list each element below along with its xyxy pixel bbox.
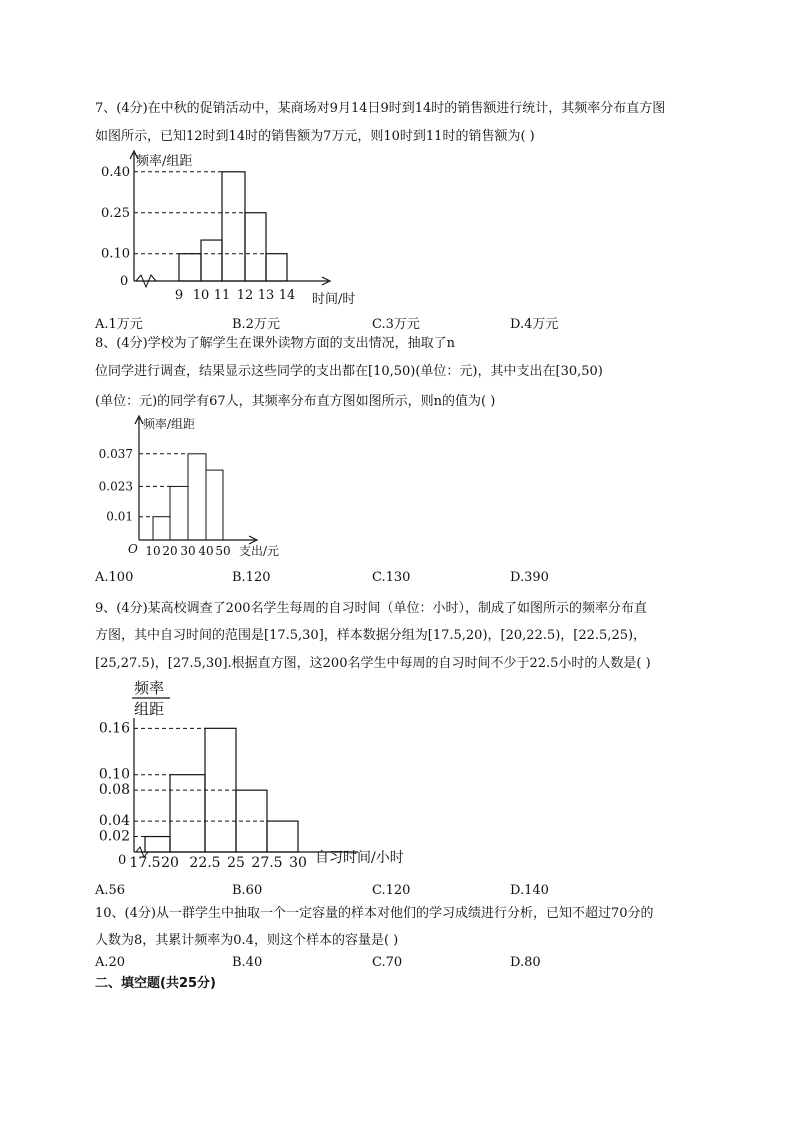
q9-ylabel-bottom: 组距 [134, 700, 165, 718]
q7-option-a[interactable]: A.1万元 [95, 317, 143, 332]
q9-option-a[interactable]: A.56 [95, 883, 126, 898]
q7-option-d[interactable]: D.4万元 [510, 317, 559, 332]
q8-option-c[interactable]: C.130 [372, 570, 411, 585]
q7-line1: 7、(4分)在中秋的促销活动中，某商场对9月14日9时到14时的销售额进行统计，其频率分布直方图 [95, 101, 666, 116]
histogram-bar [206, 470, 223, 540]
x-tick-label: 27.5 [251, 855, 283, 871]
y-tick-label: 0.01 [106, 509, 133, 524]
x-tick-label: 14 [278, 288, 296, 303]
histogram-bar [222, 172, 245, 281]
x-tick-label: 12 [236, 288, 254, 303]
q8-xlabel: 支出/元 [239, 544, 280, 558]
x-tick-label: 22.5 [189, 855, 221, 871]
q10-line2: 人数为8，其累计频率为0.4，则这个样本的容量是( ) [95, 933, 399, 948]
q8-ylabel: 频率/组距 [143, 417, 196, 431]
y-tick-label: 0.16 [98, 720, 130, 737]
x-tick-label: 11 [213, 288, 231, 303]
q10-option-d[interactable]: D.80 [510, 955, 541, 970]
x-tick-label: 30 [289, 855, 307, 871]
x-tick-label: 10 [192, 288, 210, 303]
q8-option-b[interactable]: B.120 [232, 570, 271, 585]
q9-line1: 9、(4分)某高校调查了200名学生每周的自习时间（单位：小时），制成了如图所示的频率分布直 [95, 601, 647, 616]
q9-line2: 方图，其中自习时间的范围是[17.5,30]，样本数据分组为[17.5,20)，[20,22.5)，[22.5,25)， [95, 628, 647, 643]
histogram-bar [170, 486, 188, 540]
q10-option-c[interactable]: C.70 [372, 955, 403, 970]
x-tick-label: 13 [257, 288, 275, 303]
q9-option-c[interactable]: C.120 [372, 883, 411, 898]
histogram-bar [170, 775, 205, 852]
q9-option-d[interactable]: D.140 [510, 883, 549, 898]
q10-line1: 10、(4分)从一群学生中抽取一个一定容量的样本对他们的学习成绩进行分析，已知不超过70分的 [95, 906, 654, 921]
q7-option-c[interactable]: C.3万元 [372, 317, 420, 332]
histogram-bar [201, 240, 222, 281]
histogram-bar [188, 454, 206, 540]
q7-origin: 0 [120, 274, 129, 289]
q8-histogram [95, 412, 295, 567]
y-tick-label: 0.08 [98, 782, 130, 799]
x-tick-label: 17.5 [129, 855, 161, 871]
q7-histogram [100, 145, 380, 315]
x-tick-label: 25 [227, 855, 245, 871]
x-tick-label: 20 [161, 855, 179, 871]
section-2-title: 二、填空题(共25分) [95, 976, 216, 991]
q9-line3: [25,27.5)，[27.5,30].根据直方图，这200名学生中每周的自习时间不少于22.5小时的人数是( ) [95, 656, 651, 671]
q9-ylabel-top: 频率 [134, 679, 165, 697]
q10-option-b[interactable]: B.40 [232, 955, 263, 970]
q7-xlabel: 时间/时 [312, 292, 356, 307]
q9-xlabel: 自习时间/小时 [315, 850, 404, 866]
q7-ylabel: 频率/组距 [136, 154, 193, 169]
q8-line1: 8、(4分)学校为了解学生在课外读物方面的支出情况，抽取了n [95, 336, 456, 351]
y-tick-label: 0.10 [98, 766, 130, 783]
q8-line3: (单位：元)的同学有67人，其频率分布直方图如图所示，则n的值为( ) [95, 394, 496, 409]
y-tick-label: 0.037 [98, 446, 133, 461]
q8-origin: O [128, 542, 138, 556]
y-tick-label: 0.25 [101, 205, 130, 221]
q7-line2: 如图所示，已知12时到14时的销售额为7万元，则10时到11时的销售额为( ) [95, 129, 535, 144]
histogram-bar [266, 254, 287, 281]
x-tick-label: 20 [162, 544, 178, 558]
y-tick-label: 0.023 [98, 479, 133, 494]
histogram-bar [153, 517, 170, 540]
y-tick-label: 0.40 [101, 164, 130, 180]
x-tick-label: 50 [215, 544, 231, 558]
q10-option-a[interactable]: A.20 [95, 955, 126, 970]
q8-option-a[interactable]: A.100 [95, 570, 134, 585]
x-tick-label: 40 [198, 544, 214, 558]
y-tick-label: 0.10 [101, 246, 130, 262]
x-tick-label: 10 [145, 544, 161, 558]
histogram-bar [179, 254, 201, 281]
y-tick-label: 0.02 [98, 828, 130, 845]
q9-origin: 0 [118, 853, 127, 868]
histogram-bar [267, 821, 298, 852]
y-tick-label: 0.04 [98, 813, 130, 830]
q9-histogram [98, 676, 430, 881]
histogram-bar [145, 837, 170, 852]
q8-line2: 位同学进行调查，结果显示这些同学的支出都在[10,50)(单位：元)，其中支出在[30,50) [95, 364, 603, 379]
histogram-bar [245, 213, 266, 281]
x-tick-label: 9 [174, 288, 184, 303]
x-tick-label: 30 [180, 544, 196, 558]
q8-option-d[interactable]: D.390 [510, 570, 549, 585]
q7-option-b[interactable]: B.2万元 [232, 317, 280, 332]
q9-option-b[interactable]: B.60 [232, 883, 263, 898]
